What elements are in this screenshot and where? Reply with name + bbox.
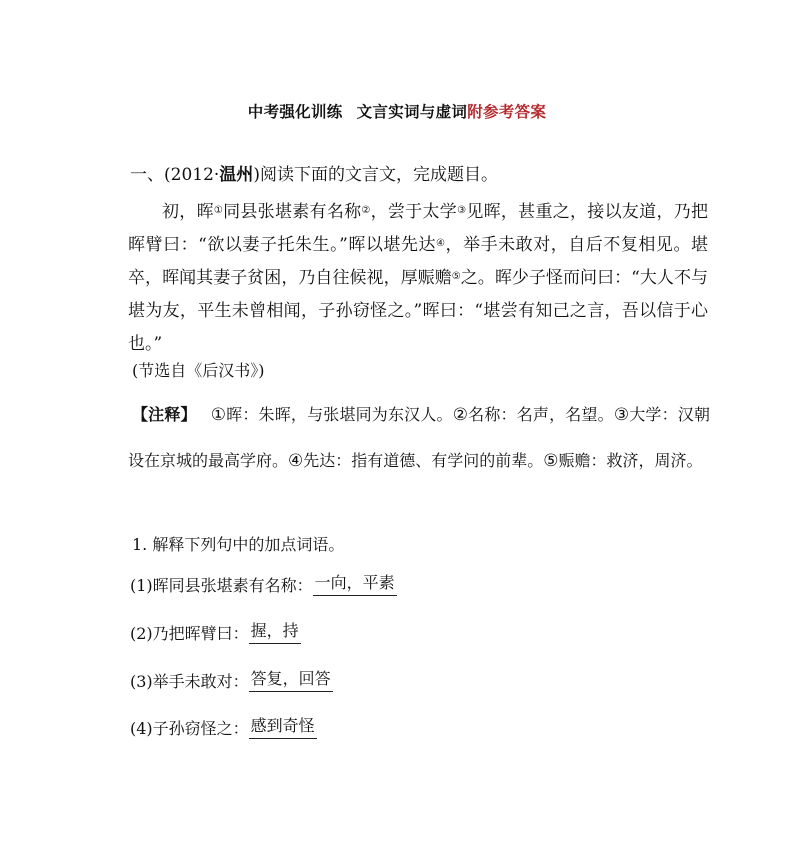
passage-text: ，尝于太学 xyxy=(370,202,458,222)
note-number: ⑤ xyxy=(543,451,559,471)
annotations-label: 【注释】 xyxy=(132,405,197,424)
note-number: ① xyxy=(210,405,227,425)
title-topic: 文言实词与虚词 xyxy=(356,102,468,121)
passage-text: 之。晖少子怪而问曰：“大人不与堪为友，平生未曾相闻，子孙窃怪之。”晖曰：“堪尝有知己之言，吾以信于心也。” xyxy=(128,268,709,354)
note-number: ② xyxy=(452,405,469,425)
footnote-marker: ④ xyxy=(436,238,446,249)
note-number: ③ xyxy=(613,405,630,425)
title-suffix: 附参考答案 xyxy=(467,102,547,121)
question-item-text: (2)乃把晖臂曰： xyxy=(130,624,249,643)
passage-text: ，举手未敢对，自后不复相见。堪卒，晖闻其妻子贫困，乃自往候视，厚赈赡 xyxy=(128,235,709,288)
answer-blank: 握，持 xyxy=(249,618,301,644)
note-text: 名称：名声，名望。 xyxy=(468,405,614,424)
answer-blank: 答复，回答 xyxy=(249,666,333,692)
classical-passage xyxy=(128,196,708,361)
question-item-text: (1)晖同县张堪素有名称： xyxy=(130,576,313,595)
passage-source: (节选自《后汉书》) xyxy=(132,361,265,380)
footnote-marker: ① xyxy=(213,205,224,216)
question-item xyxy=(130,618,301,644)
passage-text: 见晖，甚重之，接以友道，乃把晖臂曰：“欲以妻子托朱生。”晖以堪先达 xyxy=(128,202,709,255)
question-item xyxy=(130,666,333,692)
question-1-prompt: 1. 解释下列句中的加点词语。 xyxy=(132,535,345,554)
question-suffix: )阅读下面的文言文，完成题目。 xyxy=(253,165,498,185)
answer-blank: 感到奇怪 xyxy=(249,713,317,739)
question-heading xyxy=(130,160,498,185)
title-main: 中考强化训练 xyxy=(247,102,343,121)
note-number: ④ xyxy=(288,451,304,471)
question-place: 温州 xyxy=(219,165,254,185)
footnote-marker: ⑤ xyxy=(451,271,461,282)
annotations xyxy=(128,392,710,484)
question-item-text: (4)子孙窃怪之： xyxy=(130,719,249,738)
question-item-text: (3)举手未敢对： xyxy=(130,672,249,691)
note-text: 先达：指有道德、有学问的前辈。 xyxy=(303,451,544,470)
footnote-marker: ② xyxy=(361,205,371,216)
note-text: 晖：朱晖，与张堪同为东汉人。 xyxy=(226,405,453,424)
answer-blank: 一向，平素 xyxy=(313,570,397,596)
footnote-marker: ③ xyxy=(457,205,467,216)
passage-text: 初，晖 xyxy=(162,202,214,222)
page-title xyxy=(0,100,794,122)
passage-text: 同县张堪素有名称 xyxy=(223,202,362,222)
note-text: 赈赡：救济，周济。 xyxy=(558,451,703,470)
question-prefix: 一、(2012· xyxy=(130,165,220,185)
note-text: 大学：汉朝设在京城的最高学府。 xyxy=(128,405,710,470)
question-item xyxy=(130,570,397,596)
question-item xyxy=(130,713,317,739)
